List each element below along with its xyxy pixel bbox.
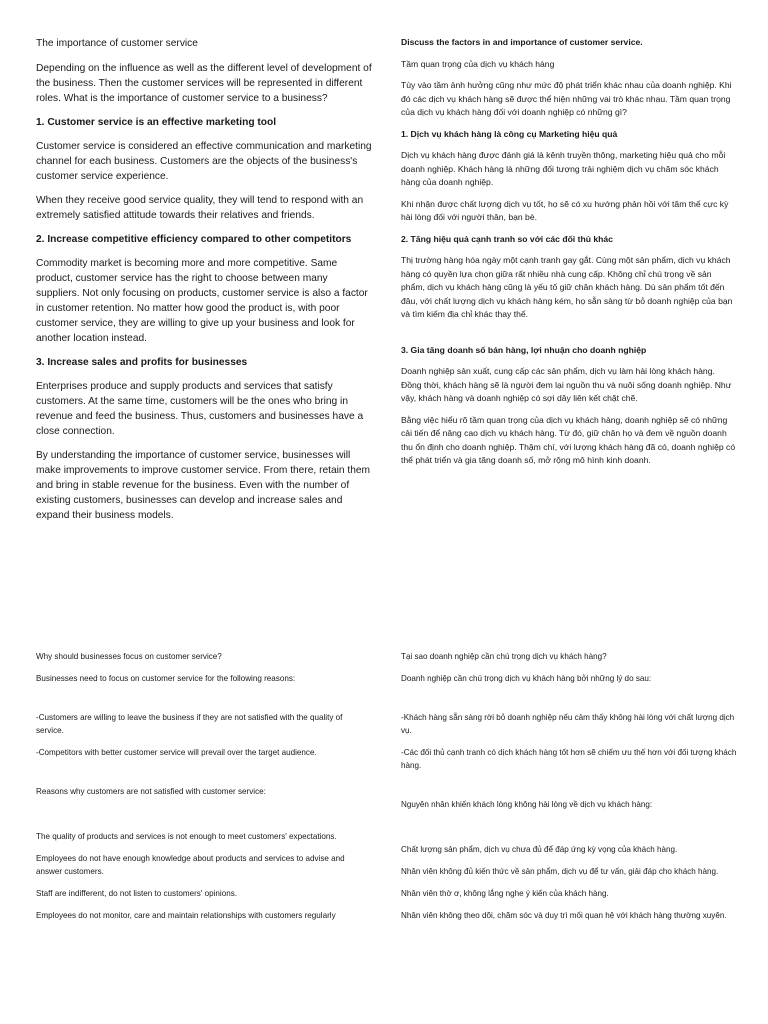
dissatisfaction-item: Employees do not monitor, care and maintain relationships with customers regularly (36, 911, 336, 920)
dissatisfaction-item: Nhân viên không đủ kiến thức về sản phẩm, dịch vụ để tư vấn, giải đáp cho khách hàng. (401, 867, 719, 876)
dissatisfaction-item: Nhân viên không theo dõi, chăm sóc và duy trì mối quan hệ với khách hàng thường xuyên. (401, 911, 727, 920)
section-1-paragraph-a: Dịch vụ khách hàng được đánh giá là kênh truyền thông, marketing hiệu quả cho mỗi doanh nghiệp. Khách hàng là những đối tượng trải nghiệm dịch vụ chăm sóc khách hàng của doanh nghiệp. (401, 150, 726, 187)
reason-item: -Customers are willing to leave the business if they are not satisfied with the quality of service. (36, 713, 343, 735)
section-heading-3: 3. Increase sales and profits for businesses (36, 357, 248, 368)
reasons-intro: Businesses need to focus on customer service for the following reasons: (36, 674, 296, 683)
section-3-paragraph-b: By understanding the importance of customer service, businesses will make improvements to improve customer service. From there, retain them and bring in stable revenue for the business. Even with the number of existing customers, businesses can develop and increase sales and expand their business models. (36, 450, 371, 521)
reason-item: -Khách hàng sẵn sàng rời bỏ doanh nghiệp nếu cảm thấy không hài lòng với chất lượng dịch vụ. (401, 713, 735, 735)
intro-paragraph: Tùy vào tầm ảnh hưởng cũng như mức độ phát triển khác nhau của doanh nghiệp. Khi đó các dịch vụ khách hàng sẽ được thể hiện những vai trò khác nhau. Tầm quan trọng của dịch vụ khách hàng đối với doanh nghiệp có những gì? (401, 80, 732, 117)
section-2-paragraph: Thị trường hàng hóa ngày một cạnh tranh gay gắt. Cùng một sản phẩm, dịch vụ khách hàng có quyền lựa chọn giữa rất nhiều nhà cung cấp. Không chỉ chú trọng về sản phẩm, dịch vụ khách hàng cũng là yếu tố giữ chân khách hàng. Dù sản phẩm tốt đến đâu, với chất lượng dịch vụ khách hàng kém, họ sẵn sàng từ bỏ doanh nghiệp của bạn và tìm kiếm địa chỉ khác thay thế. (401, 255, 733, 319)
reasons-intro: Doanh nghiệp cần chú trọng dịch vụ khách hàng bởi những lý do sau: (401, 674, 652, 683)
section-heading-1: 1. Dịch vụ khách hàng là công cụ Marketing hiệu quả (401, 128, 618, 139)
section-3-paragraph-b: Bằng việc hiểu rõ tầm quan trọng của dịch vụ khách hàng, doanh nghiệp sẽ có những cải tiến để nâng cao dịch vụ khách hàng. Từ đó, giữ chân họ và đem về nguồn doanh thu ổn định cho doanh nghiệp. Thậm chí, với lượng khách hàng đã có, doanh nghiệp có thể phát triển và gia tăng doanh số, mở rộng mô hình kinh doanh. (401, 414, 736, 465)
section-heading-2: 2. Increase competitive efficiency compared to other competitors (36, 234, 352, 245)
dissatisfaction-item: Chất lượng sản phẩm, dịch vụ chưa đủ để đáp ứng kỳ vọng của khách hàng. (401, 845, 678, 854)
faq-question: Why should businesses focus on customer service? (36, 652, 222, 661)
dissatisfaction-item: Employees do not have enough knowledge about products and services to advise and answer customers. (36, 854, 345, 876)
section-3-paragraph-a: Enterprises produce and supply products and services that satisfy customers. At the same time, customers will be the ones who bring in revenue and feed the business. Thus, customers and businesses have a close connection. (36, 381, 364, 437)
dissatisfaction-intro: Reasons why customers are not satisfied with customer service: (36, 787, 266, 796)
section-2-paragraph: Commodity market is becoming more and more competitive. Same product, customer service has the right to choose between many suppliers. Not only focusing on products, customer service is also a factor in customer retention. No matter how good the product is, with poor customer service, they are willing to give up your business and look for another location instead. (36, 258, 368, 344)
english-faq-column (36, 650, 372, 931)
intro-paragraph: Depending on the influence as well as the different level of development of the business. Then the customer services will be represented in different roles. What is the importance of customer service to a business? (36, 63, 372, 104)
reason-item: -Competitors with better customer service will prevail over the target audience. (36, 748, 317, 757)
vietnamese-faq-column (401, 650, 737, 931)
article-title: The importance of customer service (36, 38, 198, 49)
dissatisfaction-item: Nhân viên thờ ơ, không lắng nghe ý kiến của khách hàng. (401, 889, 609, 898)
section-heading-2: 2. Tăng hiệu quả cạnh tranh so với các đối thủ khác (401, 233, 613, 244)
section-1-paragraph-b: When they receive good service quality, they will tend to respond with an extremely satisfied attitude towards their relatives and friends. (36, 195, 364, 221)
dissatisfaction-item: Staff are indifferent, do not listen to customers' opinions. (36, 889, 238, 898)
dissatisfaction-intro: Nguyên nhân khiến khách lòng không hài lòng về dịch vụ khách hàng: (401, 800, 653, 809)
article-subtitle: Tầm quan trọng của dịch vụ khách hàng (401, 58, 555, 69)
dissatisfaction-item: The quality of products and services is not enough to meet customers' expectations. (36, 832, 337, 841)
english-article-column (36, 36, 372, 532)
vietnamese-article-column (401, 36, 737, 476)
section-1-paragraph-a: Customer service is considered an effective communication and marketing channel for each business. Customers are the objects of the business's customer service experience. (36, 141, 372, 182)
section-3-paragraph-a: Doanh nghiệp sản xuất, cung cấp các sản phẩm, dịch vụ làm hài lòng khách hàng. Đồng thời, khách hàng sẽ là người đem lại nguồn thu và nuôi sống doanh nghiệp. Như vậy, khách hàng và doanh nghiệp có sợi dây liên kết chặt chẽ. (401, 366, 732, 403)
section-heading-3: 3. Gia tăng doanh số bán hàng, lợi nhuận cho doanh nghiệp (401, 344, 647, 355)
section-1-paragraph-b: Khi nhận được chất lượng dịch vụ tốt, họ sẽ có xu hướng phản hồi với tâm thế cực kỳ hài lòng đối với người thân, bạn bè. (401, 198, 729, 222)
section-heading-1: 1. Customer service is an effective marketing tool (36, 117, 277, 128)
discussion-title: Discuss the factors in and importance of customer service. (401, 37, 643, 47)
faq-question: Tại sao doanh nghiệp cần chú trọng dịch vụ khách hàng? (401, 652, 607, 661)
reason-item: -Các đối thủ cạnh tranh có dịch khách hàng tốt hơn sẽ chiếm ưu thế hơn với đối tượng khách hàng. (401, 748, 737, 770)
